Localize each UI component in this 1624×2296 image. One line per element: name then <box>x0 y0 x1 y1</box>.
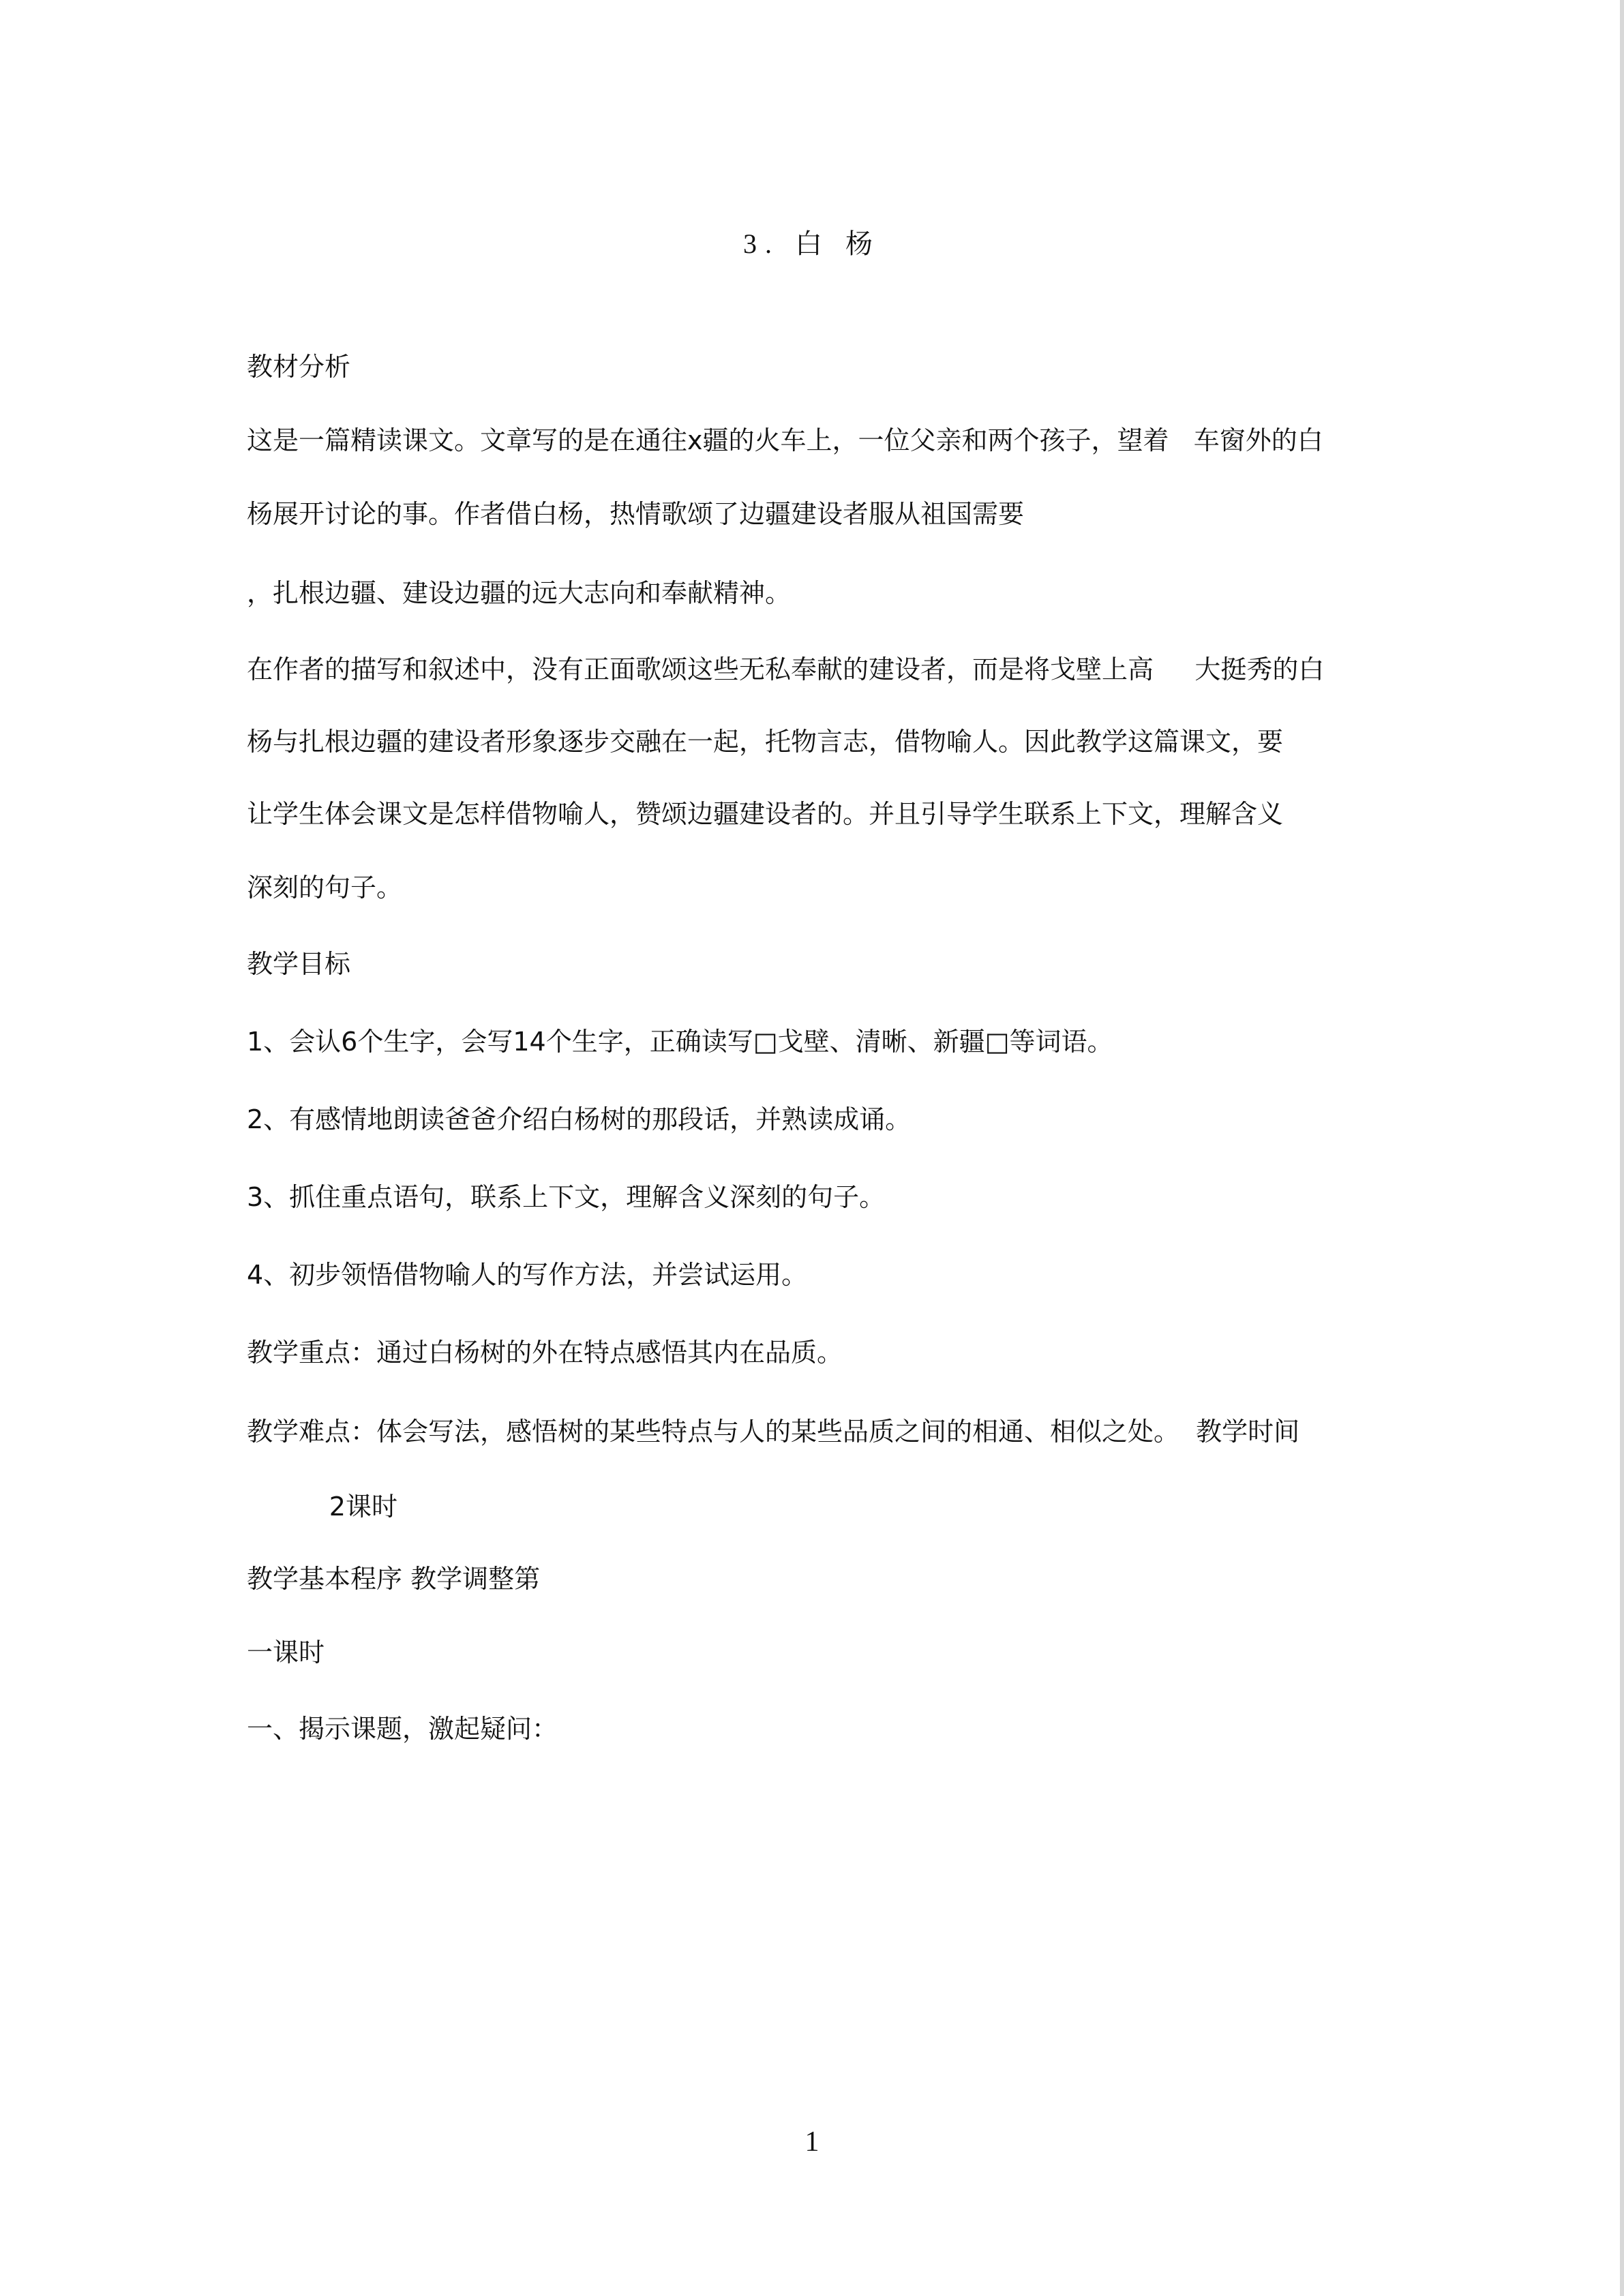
step-heading: 一、揭示课题，激起疑问： <box>247 1714 558 1744</box>
goal-item: 3、抓住重点语句，联系上下文，理解含义深刻的句子。 <box>247 1182 886 1212</box>
teaching-difficulty: 教学难点：体会写法，感悟树的某些特点与人的某些品质之间的相通、相似之处。 教学时间 <box>247 1417 1300 1447</box>
paragraph-line: 杨展开讨论的事。作者借白杨，热情歌颂了边疆建设者服从祖国需要 <box>247 499 1025 529</box>
goal-item: 4、初步领悟借物喻人的写作方法，并尝试运用。 <box>247 1260 808 1290</box>
page-edge <box>1620 0 1624 2296</box>
section-heading-teaching-goals: 教学目标 <box>247 949 351 979</box>
goal-item: 1、会认6个生字，会写14个生字，正确读写□戈壁、清晰、新疆□等词语。 <box>247 1027 1113 1057</box>
goal-item: 2、有感情地朗读爸爸介绍白杨树的那段话，并熟读成诵。 <box>247 1104 912 1134</box>
section-heading-materials-analysis: 教材分析 <box>247 352 351 382</box>
paragraph-line: 深刻的句子。 <box>247 873 403 903</box>
teaching-time: 2课时 <box>247 1492 397 1522</box>
teaching-focus: 教学重点：通过白杨树的外在特点感悟其内在品质。 <box>247 1338 843 1368</box>
paragraph-line: 杨与扎根边疆的建设者形象逐步交融在一起，托物言志，借物喻人。因此教学这篇课文，要 <box>247 727 1284 757</box>
paragraph-line: 在作者的描写和叙述中，没有正面歌颂这些无私奉献的建设者，而是将戈壁上高 大挺秀的白 <box>247 654 1325 684</box>
paragraph-line: 这是一篇精读课文。文章写的是在通往x疆的火车上，一位父亲和两个孩子，望着 车窗外的白 <box>247 425 1323 455</box>
paragraph-line: 让学生体会课文是怎样借物喻人，赞颂边疆建设者的。并且引导学生联系上下文，理解含义 <box>247 799 1284 829</box>
lesson-heading: 一课时 <box>247 1637 325 1667</box>
page-number: 1 <box>805 2126 819 2158</box>
section-heading-procedure: 教学基本程序 教学调整第 <box>247 1564 541 1594</box>
paragraph-line: ，扎根边疆、建设边疆的远大志向和奉献精神。 <box>247 578 792 608</box>
document-title: 3. 白 杨 <box>743 228 881 259</box>
